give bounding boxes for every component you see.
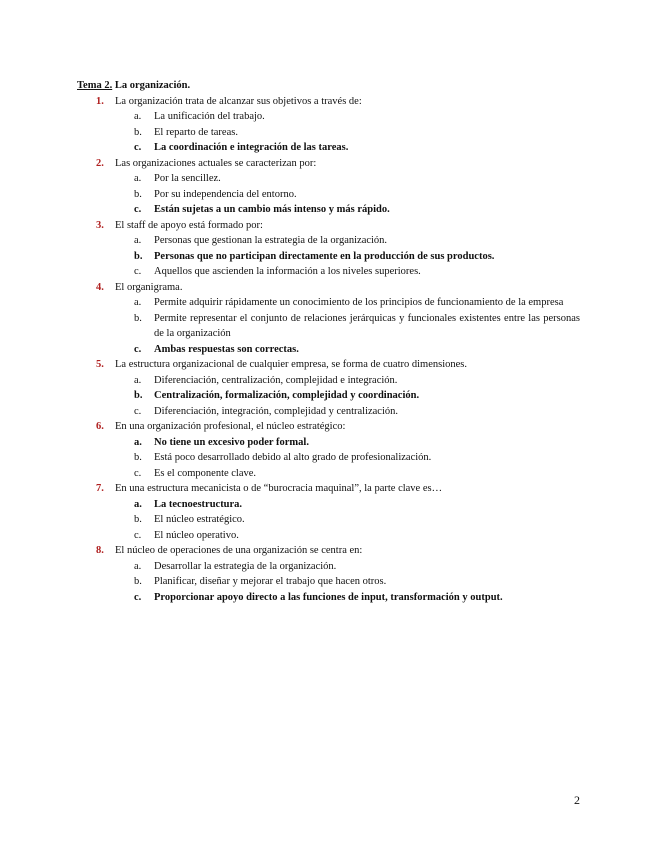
answer-option [77, 466, 580, 482]
correct-answer-option [77, 202, 580, 218]
answer-option [77, 171, 580, 187]
option-letter: c. [134, 591, 142, 603]
option-text: Aquellos que ascienden la información a los niveles superiores. [154, 266, 421, 277]
option-text: Planificar, diseñar y mejorar el trabajo que hacen otros. [154, 576, 387, 587]
option-text: El núcleo operativo. [154, 529, 239, 541]
option-letter: b. [134, 452, 142, 463]
option-letter: b. [134, 188, 142, 200]
option-text: Desarrollar la estrategia de la organización. [154, 560, 337, 572]
question-item [77, 357, 580, 373]
question-text: El staff de apoyo está formado por: [115, 219, 263, 231]
option-text: Personas que no participan directamente en la producción de sus productos. [154, 250, 495, 262]
correct-answer-option [77, 342, 580, 358]
question-text: El núcleo de operaciones de una organización se centra en: [115, 545, 363, 556]
answer-option [77, 512, 580, 528]
option-letter: c. [134, 529, 142, 541]
question-list [77, 94, 580, 606]
correct-answer-option [77, 590, 580, 606]
option-text: Por su independencia del entorno. [154, 188, 297, 200]
question-item [77, 543, 580, 559]
option-letter: a. [134, 111, 142, 122]
option-letter: b. [134, 126, 142, 138]
question-text: La organización trata de alcanzar sus objetivos a través de: [115, 95, 362, 107]
option-text: Ambas respuestas son correctas. [154, 343, 299, 355]
option-text: Es el componente clave. [154, 467, 257, 479]
question-text: En una estructura mecanicista o de “burocracia maquinal”, la parte clave es… [115, 483, 443, 494]
correct-answer-option [77, 388, 580, 404]
option-text: Diferenciación, centralización, complejidad e integración. [154, 374, 398, 386]
answer-option [77, 233, 580, 249]
question-item [77, 218, 580, 234]
page-title [77, 78, 580, 94]
answer-option [77, 125, 580, 141]
question-number: 3. [96, 219, 104, 231]
option-letter: b. [134, 312, 142, 324]
option-text: Por la sencillez. [154, 173, 221, 184]
answer-option [77, 187, 580, 203]
option-text: El reparto de tareas. [154, 126, 238, 138]
option-letter: c. [134, 405, 142, 417]
option-letter: a. [134, 436, 142, 448]
option-letter: a. [134, 235, 142, 246]
page-number: 2 [574, 793, 580, 807]
title-rest: La organización. [112, 80, 191, 91]
option-letter: c. [134, 142, 142, 153]
option-letter: b. [134, 514, 142, 525]
option-text: Centralización, formalización, complejidad y coordinación. [154, 390, 420, 401]
option-letter: a. [134, 374, 142, 386]
answer-option [77, 450, 580, 466]
question-number: 2. [96, 157, 104, 169]
option-letter: a. [134, 498, 142, 510]
correct-answer-option [77, 497, 580, 513]
question-number: 6. [96, 421, 104, 432]
question-text: El organigrama. [115, 281, 183, 293]
option-letter: b. [134, 390, 143, 401]
option-letter: b. [134, 576, 142, 587]
question-number: 7. [96, 483, 104, 494]
option-text: Permite adquirir rápidamente un conocimiento de los principios de funcionamiento de la empresa [154, 297, 564, 308]
question-item [77, 94, 580, 110]
option-text: El núcleo estratégico. [154, 514, 245, 525]
question-item [77, 280, 580, 296]
question-item [77, 419, 580, 435]
option-text: Proporcionar apoyo directo a las funciones de input, transformación y output. [154, 591, 503, 603]
answer-option [77, 295, 580, 311]
answer-option [77, 528, 580, 544]
answer-option [77, 109, 580, 125]
question-number: 1. [96, 95, 104, 107]
option-text: La coordinación e integración de las tareas. [154, 142, 349, 153]
answer-option [77, 373, 580, 389]
title-lead: Tema 2. [77, 80, 113, 91]
answer-option [77, 574, 580, 590]
option-letter: a. [134, 297, 142, 308]
option-letter: c. [134, 204, 142, 215]
question-number: 8. [96, 545, 104, 556]
option-letter: c. [134, 467, 142, 479]
answer-option [77, 311, 580, 342]
question-text: En una organización profesional, el núcleo estratégico: [115, 421, 346, 432]
document-content [77, 78, 580, 605]
option-text: No tiene un excesivo poder formal. [154, 436, 309, 448]
option-letter: a. [134, 173, 142, 184]
answer-option [77, 559, 580, 575]
question-text: Las organizaciones actuales se caracterizan por: [115, 157, 317, 169]
correct-answer-option [77, 249, 580, 265]
option-text: Permite representar el conjunto de relaciones jerárquicas y funcionales existentes entre las personas de la organización [154, 312, 580, 339]
option-letter: b. [134, 250, 143, 262]
option-letter: c. [134, 266, 142, 277]
question-item [77, 156, 580, 172]
answer-option [77, 264, 580, 280]
answer-option [77, 404, 580, 420]
option-text: Diferenciación, integración, complejidad y centralización. [154, 405, 399, 417]
option-letter: c. [134, 343, 142, 355]
correct-answer-option [77, 140, 580, 156]
option-text: Están sujetas a un cambio más intenso y más rápido. [154, 204, 390, 215]
option-text: Está poco desarrollado debido al alto grado de profesionalización. [154, 452, 432, 463]
correct-answer-option [77, 435, 580, 451]
option-text: La unificación del trabajo. [154, 111, 265, 122]
question-number: 4. [96, 281, 104, 293]
option-text: Personas que gestionan la estrategia de la organización. [154, 235, 388, 246]
option-letter: a. [134, 560, 142, 572]
option-text: La tecnoestructura. [154, 498, 243, 510]
question-number: 5. [96, 359, 104, 370]
question-text: La estructura organizacional de cualquier empresa, se forma de cuatro dimensiones. [115, 359, 467, 370]
question-item [77, 481, 580, 497]
